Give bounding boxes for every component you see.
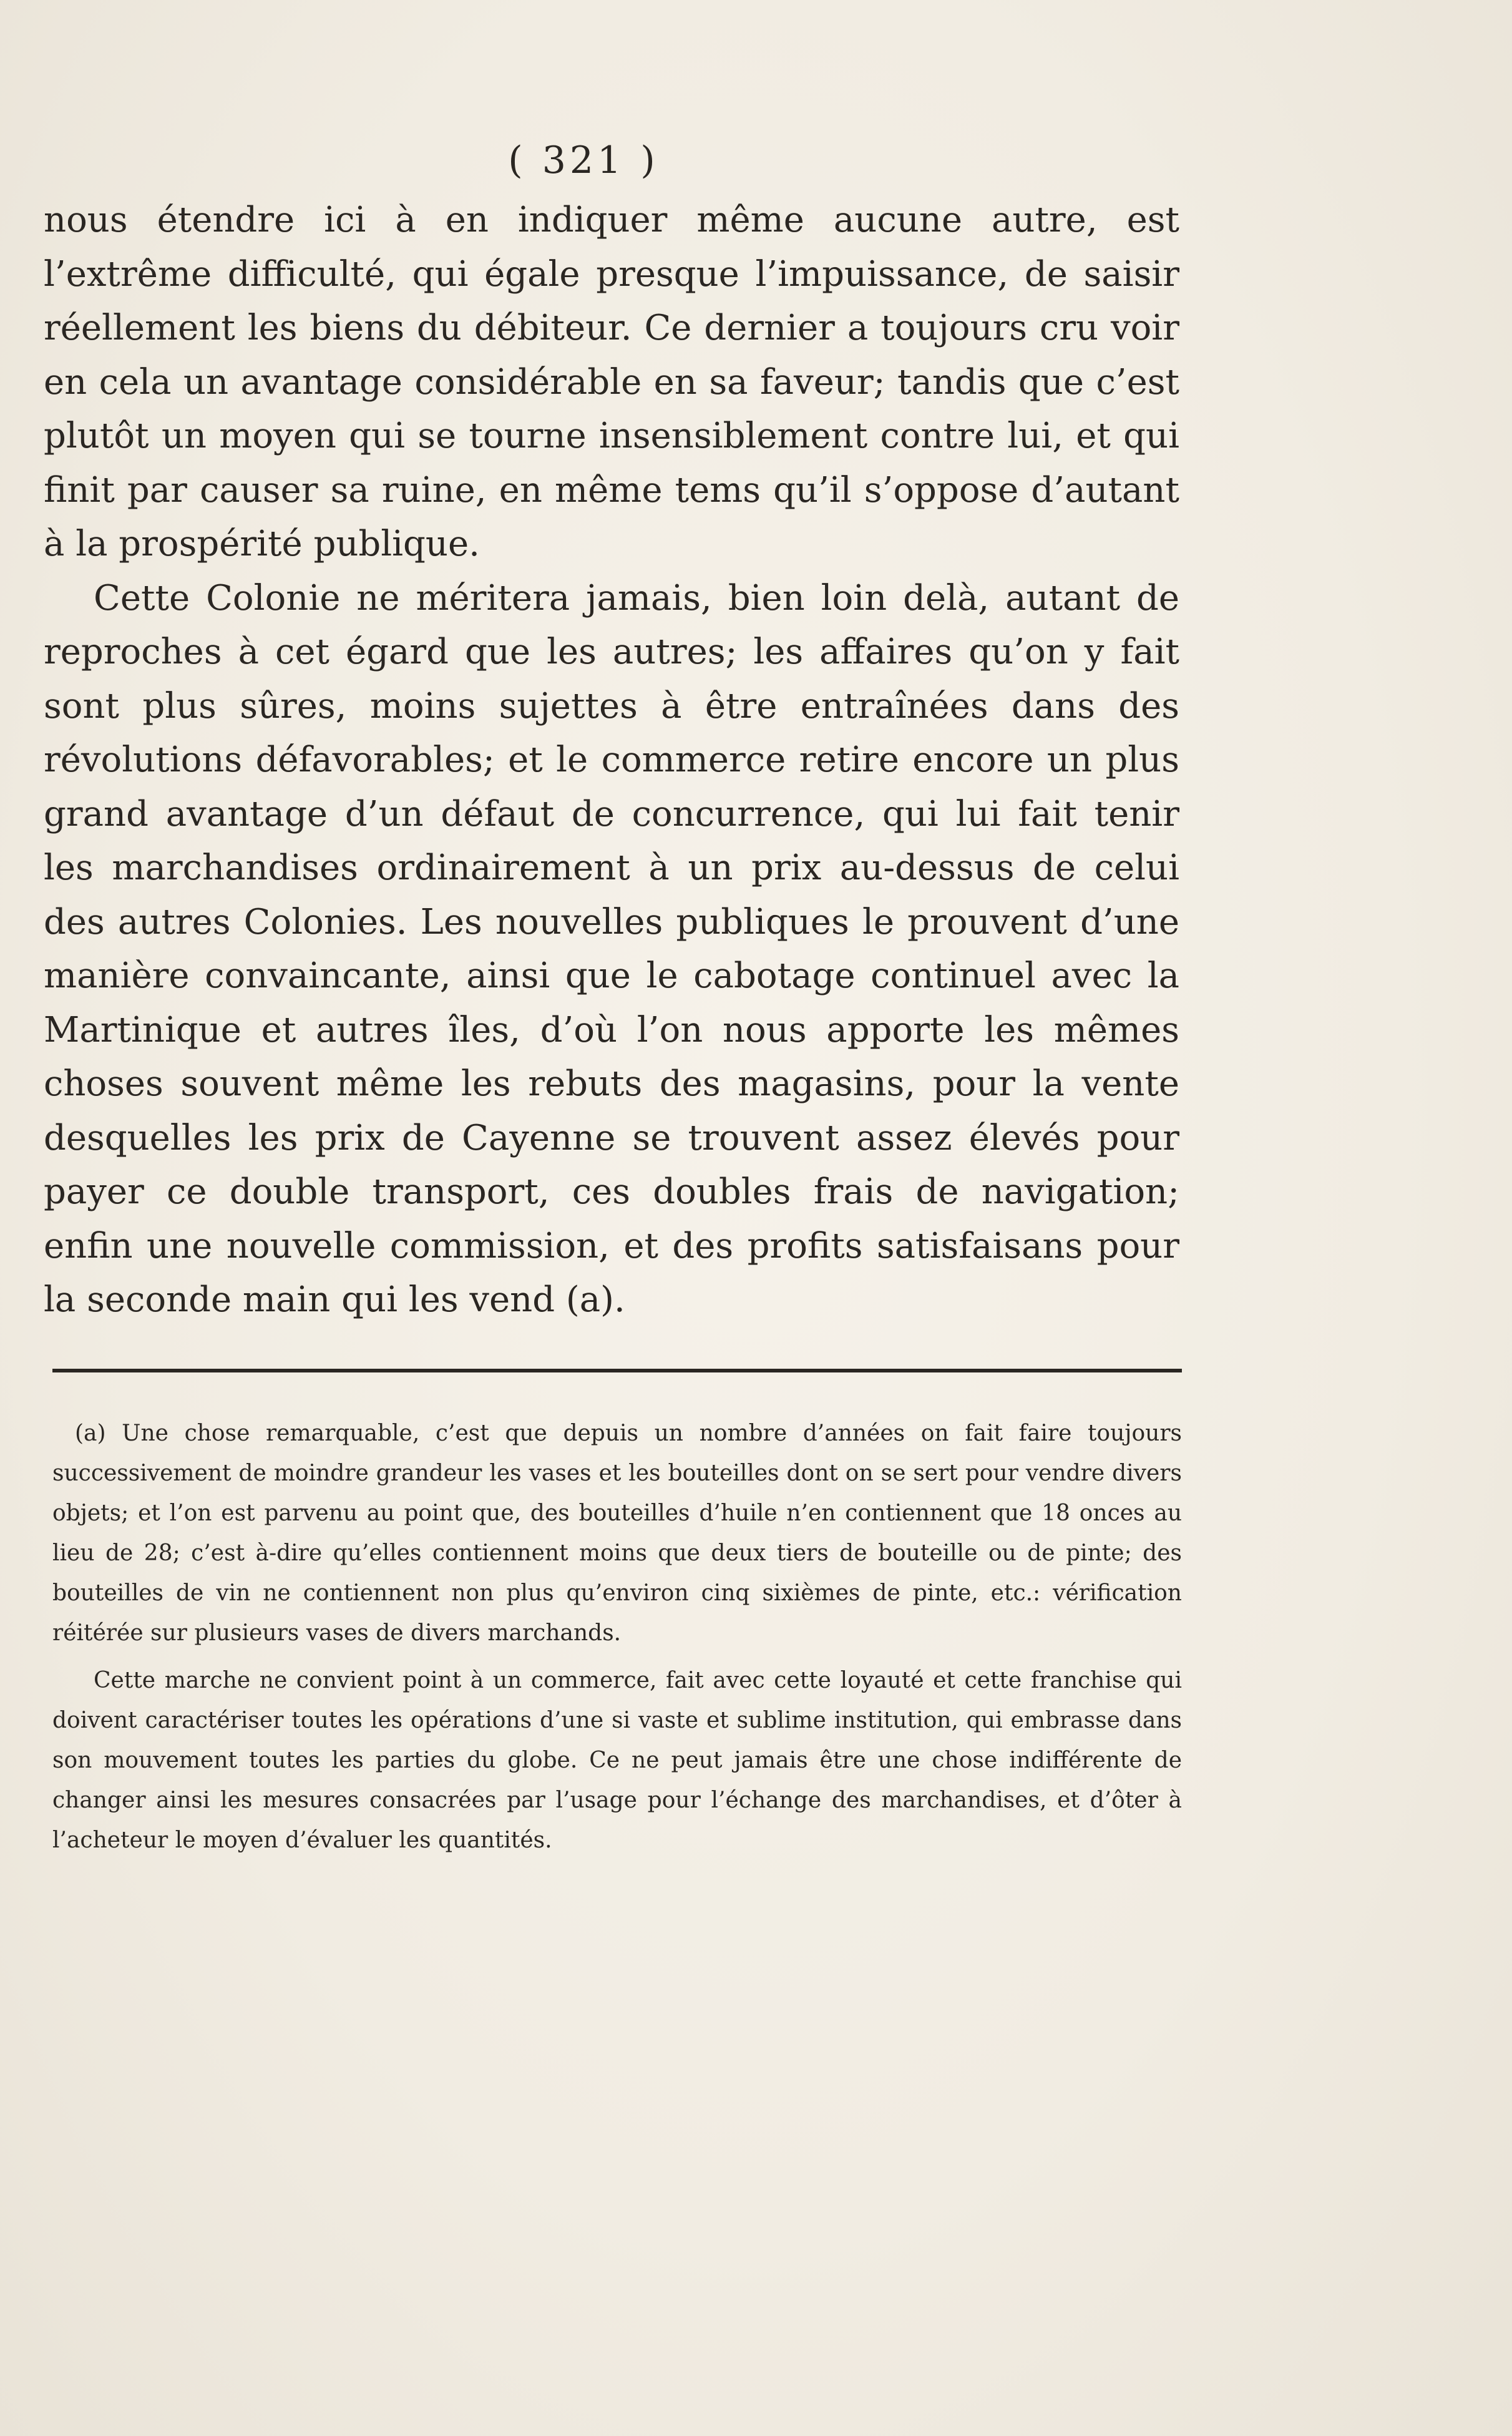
footnote-paragraph: Cette marche ne convient point à un commerce, fait avec cette loyauté et cette franchise qui doivent caractériser toutes les opérations d’une si vaste et sublime institution, qui embrasse dans son mouvement toutes les parties du globe. Ce ne peut jamais être une chose indifférente de changer ainsi les mesures consacrées par l’usage pour l’échange des marchandises, et d’ôter à l’acheteur le moyen d’évaluer les quantités.	[52, 1668, 1182, 1853]
footnote-divider	[52, 1369, 1182, 1372]
body-text	[44, 193, 1179, 1328]
footnotes	[52, 1414, 1182, 1861]
body-paragraph: nous étendre ici à en indiquer même aucune autre, est l’extrême difficulté, qui égale presque l’impuissance, de saisir réellement les biens du débiteur. Ce dernier a toujours cru voir en cela un avantage considérable en sa faveur; tandis que c’est plutôt un moyen qui se tourne insensiblement contre lui, et qui finit par causer sa ruine, en même tems qu’il s’oppose d’autant à la prospérité publique.	[44, 200, 1179, 564]
page-number: ( 321 )	[508, 139, 659, 182]
footnote-paragraph: (a) Une chose remarquable, c’est que depuis un nombre d’années on fait faire toujours successivement de moindre grandeur les vases et les bouteilles dont on se sert pour vendre divers objets; et l’on est parvenu au point que, des bouteilles d’huile n’en contiennent que 18 onces au lieu de 28; c’est à-dire qu’elles contiennent moins que deux tiers de bouteille ou de pinte; des bouteilles de vin ne contiennent non plus qu’environ cinq sixièmes de pinte, etc.: vérification réitérée sur plusieurs vases de divers marchands.	[52, 1421, 1182, 1646]
body-paragraph: Cette Colonie ne méritera jamais, bien loin delà, autant de reproches à cet égard que les autres; les affaires qu’on y fait sont plus sûres, moins sujettes à être entraînées dans des révolutions défavorables; et le commerce retire encore un plus grand avantage d’un défaut de concurrence, qui lui fait tenir les marchandises ordinairement à un prix au-dessus de celui des autres Colonies. Les nouvelles publiques le prouvent d’une manière convaincante, ainsi que le cabotage continuel avec la Martinique et autres îles, d’où l’on nous apporte les mêmes choses souvent même les rebuts des magasins, pour la vente desquelles les prix de Cayenne se trouvent assez élevés pour payer ce double transport, ces doubles frais de navigation; enfin une nouvelle commission, et des profits satisfaisans pour la seconde main qui les vend (a).	[44, 577, 1179, 1320]
